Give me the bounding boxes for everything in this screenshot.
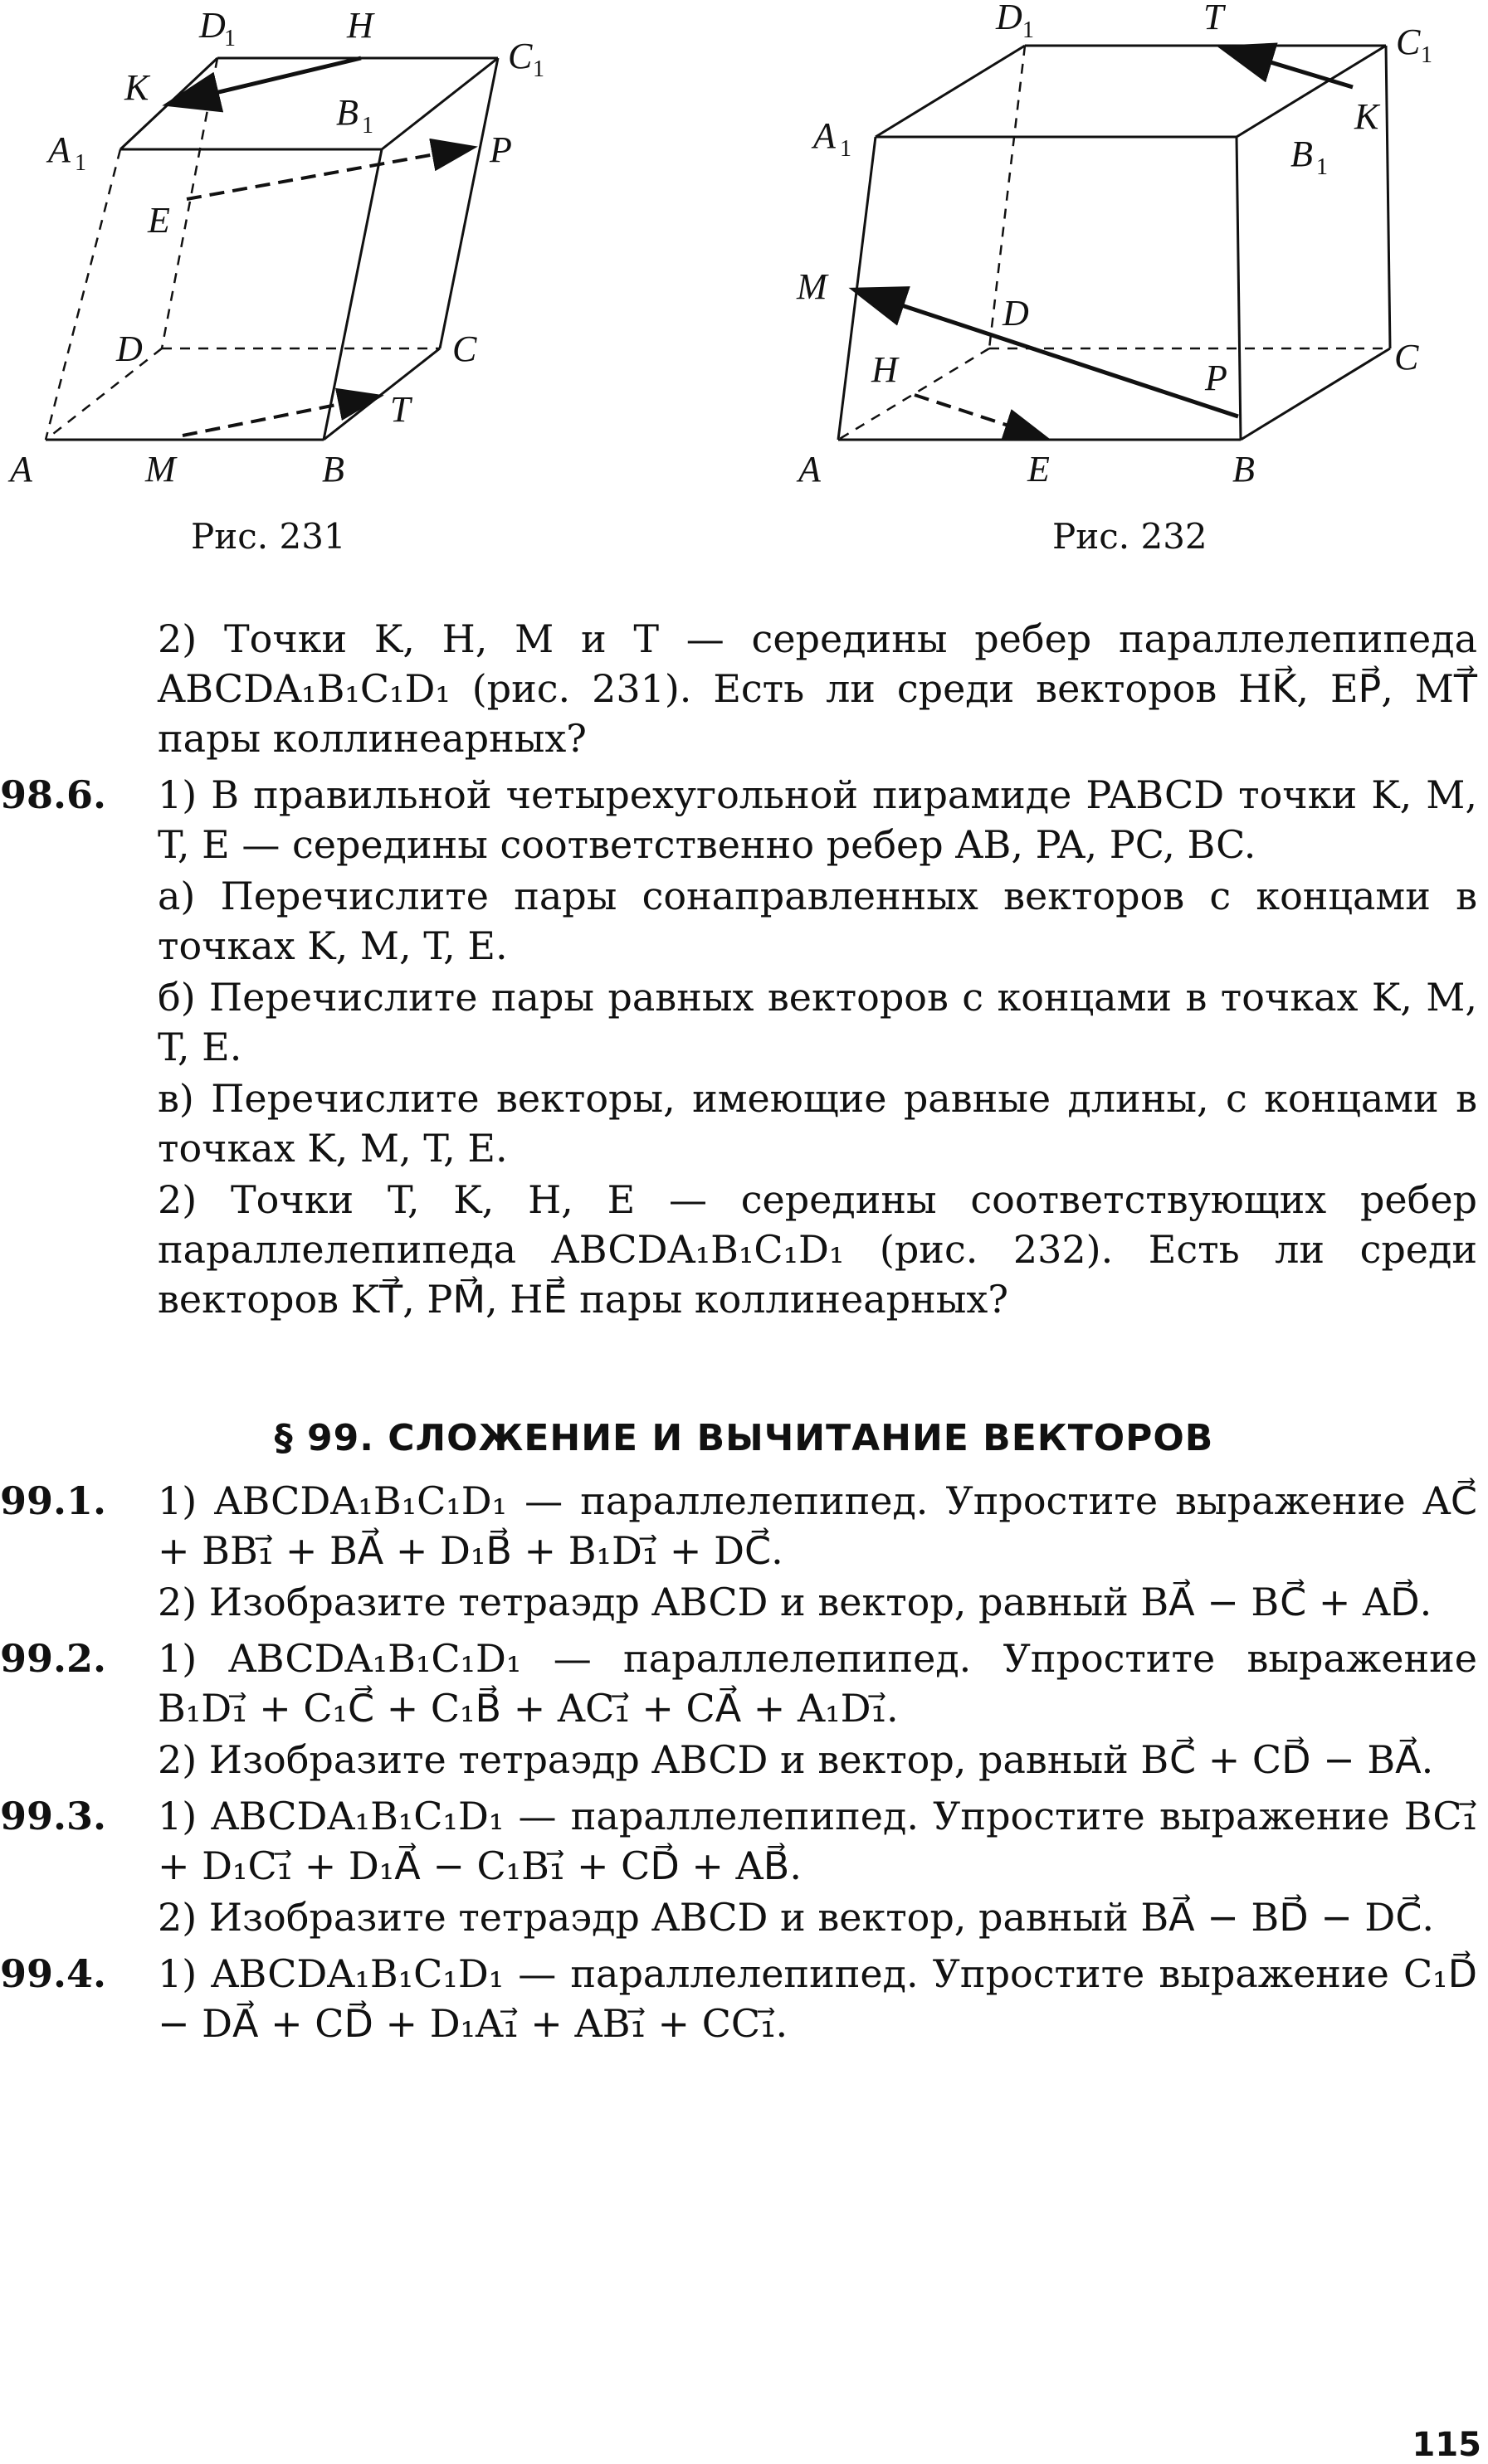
label-k: K (1354, 96, 1379, 137)
section-title: § 99. СЛОЖЕНИЕ И ВЫЧИТАНИЕ ВЕКТОРОВ (274, 1417, 1214, 1459)
label-b1: B (1290, 134, 1313, 174)
paragraph-98-6-b: б) Перечислите пары равных векторов с концами в точках K, M, T, E. (158, 975, 1477, 1069)
label-e: E (148, 200, 170, 241)
label-p: P (490, 129, 512, 170)
label-m: M (145, 449, 176, 489)
label-k: K (124, 67, 149, 108)
label-d1-sub: 1 (224, 26, 236, 51)
problem-item (0, 1476, 1488, 1629)
label-c: C (1394, 337, 1419, 377)
label-d1: D (199, 5, 226, 46)
label-e: E (1027, 449, 1050, 489)
label-c1-sub: 1 (533, 56, 544, 82)
parallelepiped-diagram-232 (780, 0, 1488, 498)
label-d1: D (996, 0, 1022, 37)
label-c1: C (508, 36, 533, 76)
problem-number: 99.3. (0, 1794, 107, 1838)
problem-part-2: 2) Изобразите тетраэдр ABCD и вектор, равный BA⃗ − BD⃗ − DC⃗. (158, 1895, 1435, 1940)
paragraph-98-6-1: 1) В правильной четырехугольной пирамиде PABCD точки K, M, T, E — середины соответственно ребер AB, PA, PC, BC. (158, 772, 1477, 867)
page-number: 115 (1412, 2426, 1481, 2464)
label-d1-sub: 1 (1022, 17, 1034, 43)
problems-list (0, 1476, 1488, 2050)
label-h: H (347, 5, 373, 46)
paragraph-98-6-2: 2) Точки T, K, H, E — середины соответствующих ребер параллелепипеда ABCDA₁B₁C₁D₁ (рис. 232). Есть ли среди векторов KT⃗, PM⃗, HE⃗ пары коллинеарных? (158, 1177, 1477, 1322)
problem-part-1: 1) ABCDA₁B₁C₁D₁ — параллелепипед. Упростите выражение B₁D₁⃗ + C₁C⃗ + C₁B⃗ + AC₁⃗ + CA⃗ + A₁D₁⃗. (158, 1636, 1477, 1731)
figure-232 (780, 0, 1488, 498)
label-p: P (1205, 358, 1227, 398)
problem-number: 99.1. (0, 1478, 107, 1523)
label-a: A (10, 449, 32, 489)
vector-he (915, 395, 1044, 437)
label-t: T (390, 389, 411, 430)
problem-98-5-part2 (0, 614, 1488, 765)
vector-hk (170, 58, 361, 104)
label-b: B (1232, 449, 1255, 489)
problem-part-1: 1) ABCDA₁B₁C₁D₁ — параллелепипед. Упростите выражение BC₁⃗ + D₁C₁⃗ + D₁A⃗ − C₁B₁⃗ + CD⃗ + AB⃗. (158, 1794, 1477, 1888)
caption-fig-231: Рис. 231 (191, 516, 346, 557)
vector-ep (187, 148, 471, 199)
paragraph-98-5-2: 2) Точки K, H, M и T — середины ребер параллелепипеда ABCDA₁B₁C₁D₁ (рис. 231). Есть ли среди векторов HK⃗, EP⃗, MT⃗ пары коллинеарных? (158, 616, 1477, 761)
vector-kt (1224, 48, 1353, 87)
problem-item (0, 1634, 1488, 1786)
label-a1: A (48, 129, 71, 170)
label-d: D (1003, 293, 1029, 334)
problem-number: 99.4. (0, 1951, 107, 1996)
parallelepiped-diagram-231 (0, 0, 581, 498)
label-a1: A (813, 115, 836, 156)
label-a1-sub: 1 (840, 136, 851, 162)
label-t: T (1203, 0, 1224, 37)
label-m: M (797, 266, 827, 307)
label-b1-sub: 1 (1316, 154, 1328, 180)
label-h: H (871, 349, 898, 390)
problem-number: 99.2. (0, 1636, 107, 1681)
label-a1-sub: 1 (75, 150, 86, 176)
paragraph-98-6-v: в) Перечислите векторы, имеющие равные длины, с концами в точках K, M, T, E. (158, 1076, 1477, 1171)
vector-mt (183, 397, 378, 436)
problem-item (0, 1791, 1488, 1944)
caption-fig-232: Рис. 232 (1052, 516, 1207, 557)
paragraph-98-6-a: а) Перечислите пары сонаправленных векторов с концами в точках K, M, T, E. (158, 874, 1477, 968)
label-c: C (452, 329, 477, 369)
problem-item (0, 1949, 1488, 2050)
figure-231 (0, 0, 581, 498)
problem-98-6 (0, 770, 1488, 1326)
problem-part-2: 2) Изобразите тетраэдр ABCD и вектор, равный BC⃗ + CD⃗ − BA⃗. (158, 1737, 1434, 1782)
vector-pm (856, 290, 1238, 416)
label-a: A (798, 449, 821, 489)
problem-part-1: 1) ABCDA₁B₁C₁D₁ — параллелепипед. Упростите выражение AC⃗ + BB₁⃗ + BA⃗ + D₁B⃗ + B₁D₁⃗ + DC⃗. (158, 1478, 1477, 1573)
label-b1-sub: 1 (362, 113, 373, 139)
problem-number: 98.6. (0, 772, 107, 817)
label-c1-sub: 1 (1421, 42, 1432, 68)
page-content (0, 614, 1488, 2055)
problem-part-2: 2) Изобразите тетраэдр ABCD и вектор, равный BA⃗ − BC⃗ + AD⃗. (158, 1580, 1432, 1624)
label-d: D (116, 329, 143, 369)
label-b1: B (336, 92, 359, 133)
label-c1: C (1396, 22, 1421, 62)
problem-part-1: 1) ABCDA₁B₁C₁D₁ — параллелепипед. Упростите выражение C₁D⃗ − DA⃗ + CD⃗ + D₁A₁⃗ + AB₁⃗ + CC₁⃗. (158, 1951, 1477, 2046)
label-b: B (322, 449, 344, 489)
